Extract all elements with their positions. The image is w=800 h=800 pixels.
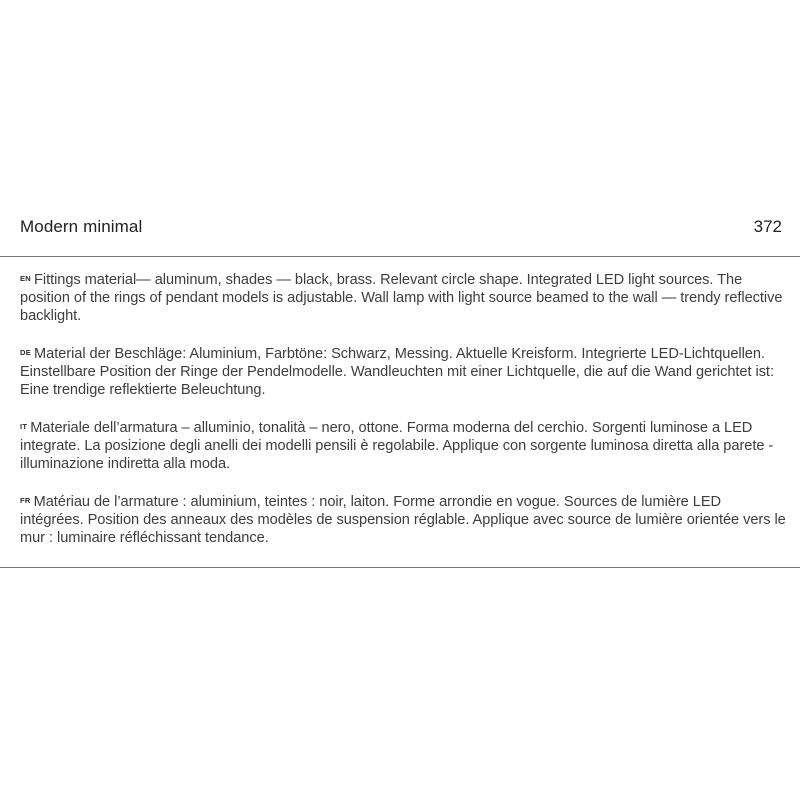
description-fr [20, 492, 786, 547]
language-code-it: IT [20, 422, 28, 431]
description-text-fr: Matériau de l’armature : aluminium, teintes : noir, laiton. Forme arrondie en vogue. Sources de lumière LED intégrées. Position des anneaux des modèles de suspension réglable. Applique avec source de lumière orientée vers le mur : luminaire réfléchissant tendance. [20, 494, 786, 546]
page-number: 372 [753, 217, 782, 236]
description-text-en: Fittings material— aluminum, shades — black, brass. Relevant circle shape. Integrated LED light sources. The position of the rings of pendant models is adjustable. Wall lamp with light source beamed to the wall — trendy reflective backlight. [20, 272, 783, 324]
description-text-it: Materiale dell’armatura – alluminio, tonalità – nero, ottone. Forma moderna del cerchio. Sorgenti luminose a LED integrate. La posizione degli anelli dei modelli pensili è regolabile. Applique con sorgente luminosa diretta alla parete - illuminazione indiretta alla moda. [20, 420, 774, 472]
top-divider [0, 256, 800, 257]
page-header [20, 217, 782, 247]
language-code-en: EN [20, 274, 32, 283]
description-it [20, 418, 786, 473]
description-en [20, 270, 786, 325]
language-code-de: DE [20, 348, 32, 357]
language-code-fr: FR [20, 496, 31, 505]
description-blocks [20, 270, 786, 566]
description-text-de: Material der Beschläge: Aluminium, Farbtöne: Schwarz, Messing. Aktuelle Kreisform. Integrierte LED-Lichtquellen. Einstellbare Position der Ringe der Pendelmodelle. Wandleuchten mit einer Lichtquelle, die auf die Wand gerichtet ist: Eine trendige reflektierte Beleuchtung. [20, 346, 774, 398]
bottom-divider [0, 567, 800, 568]
page-title: Modern minimal [20, 217, 143, 236]
description-de [20, 344, 786, 399]
